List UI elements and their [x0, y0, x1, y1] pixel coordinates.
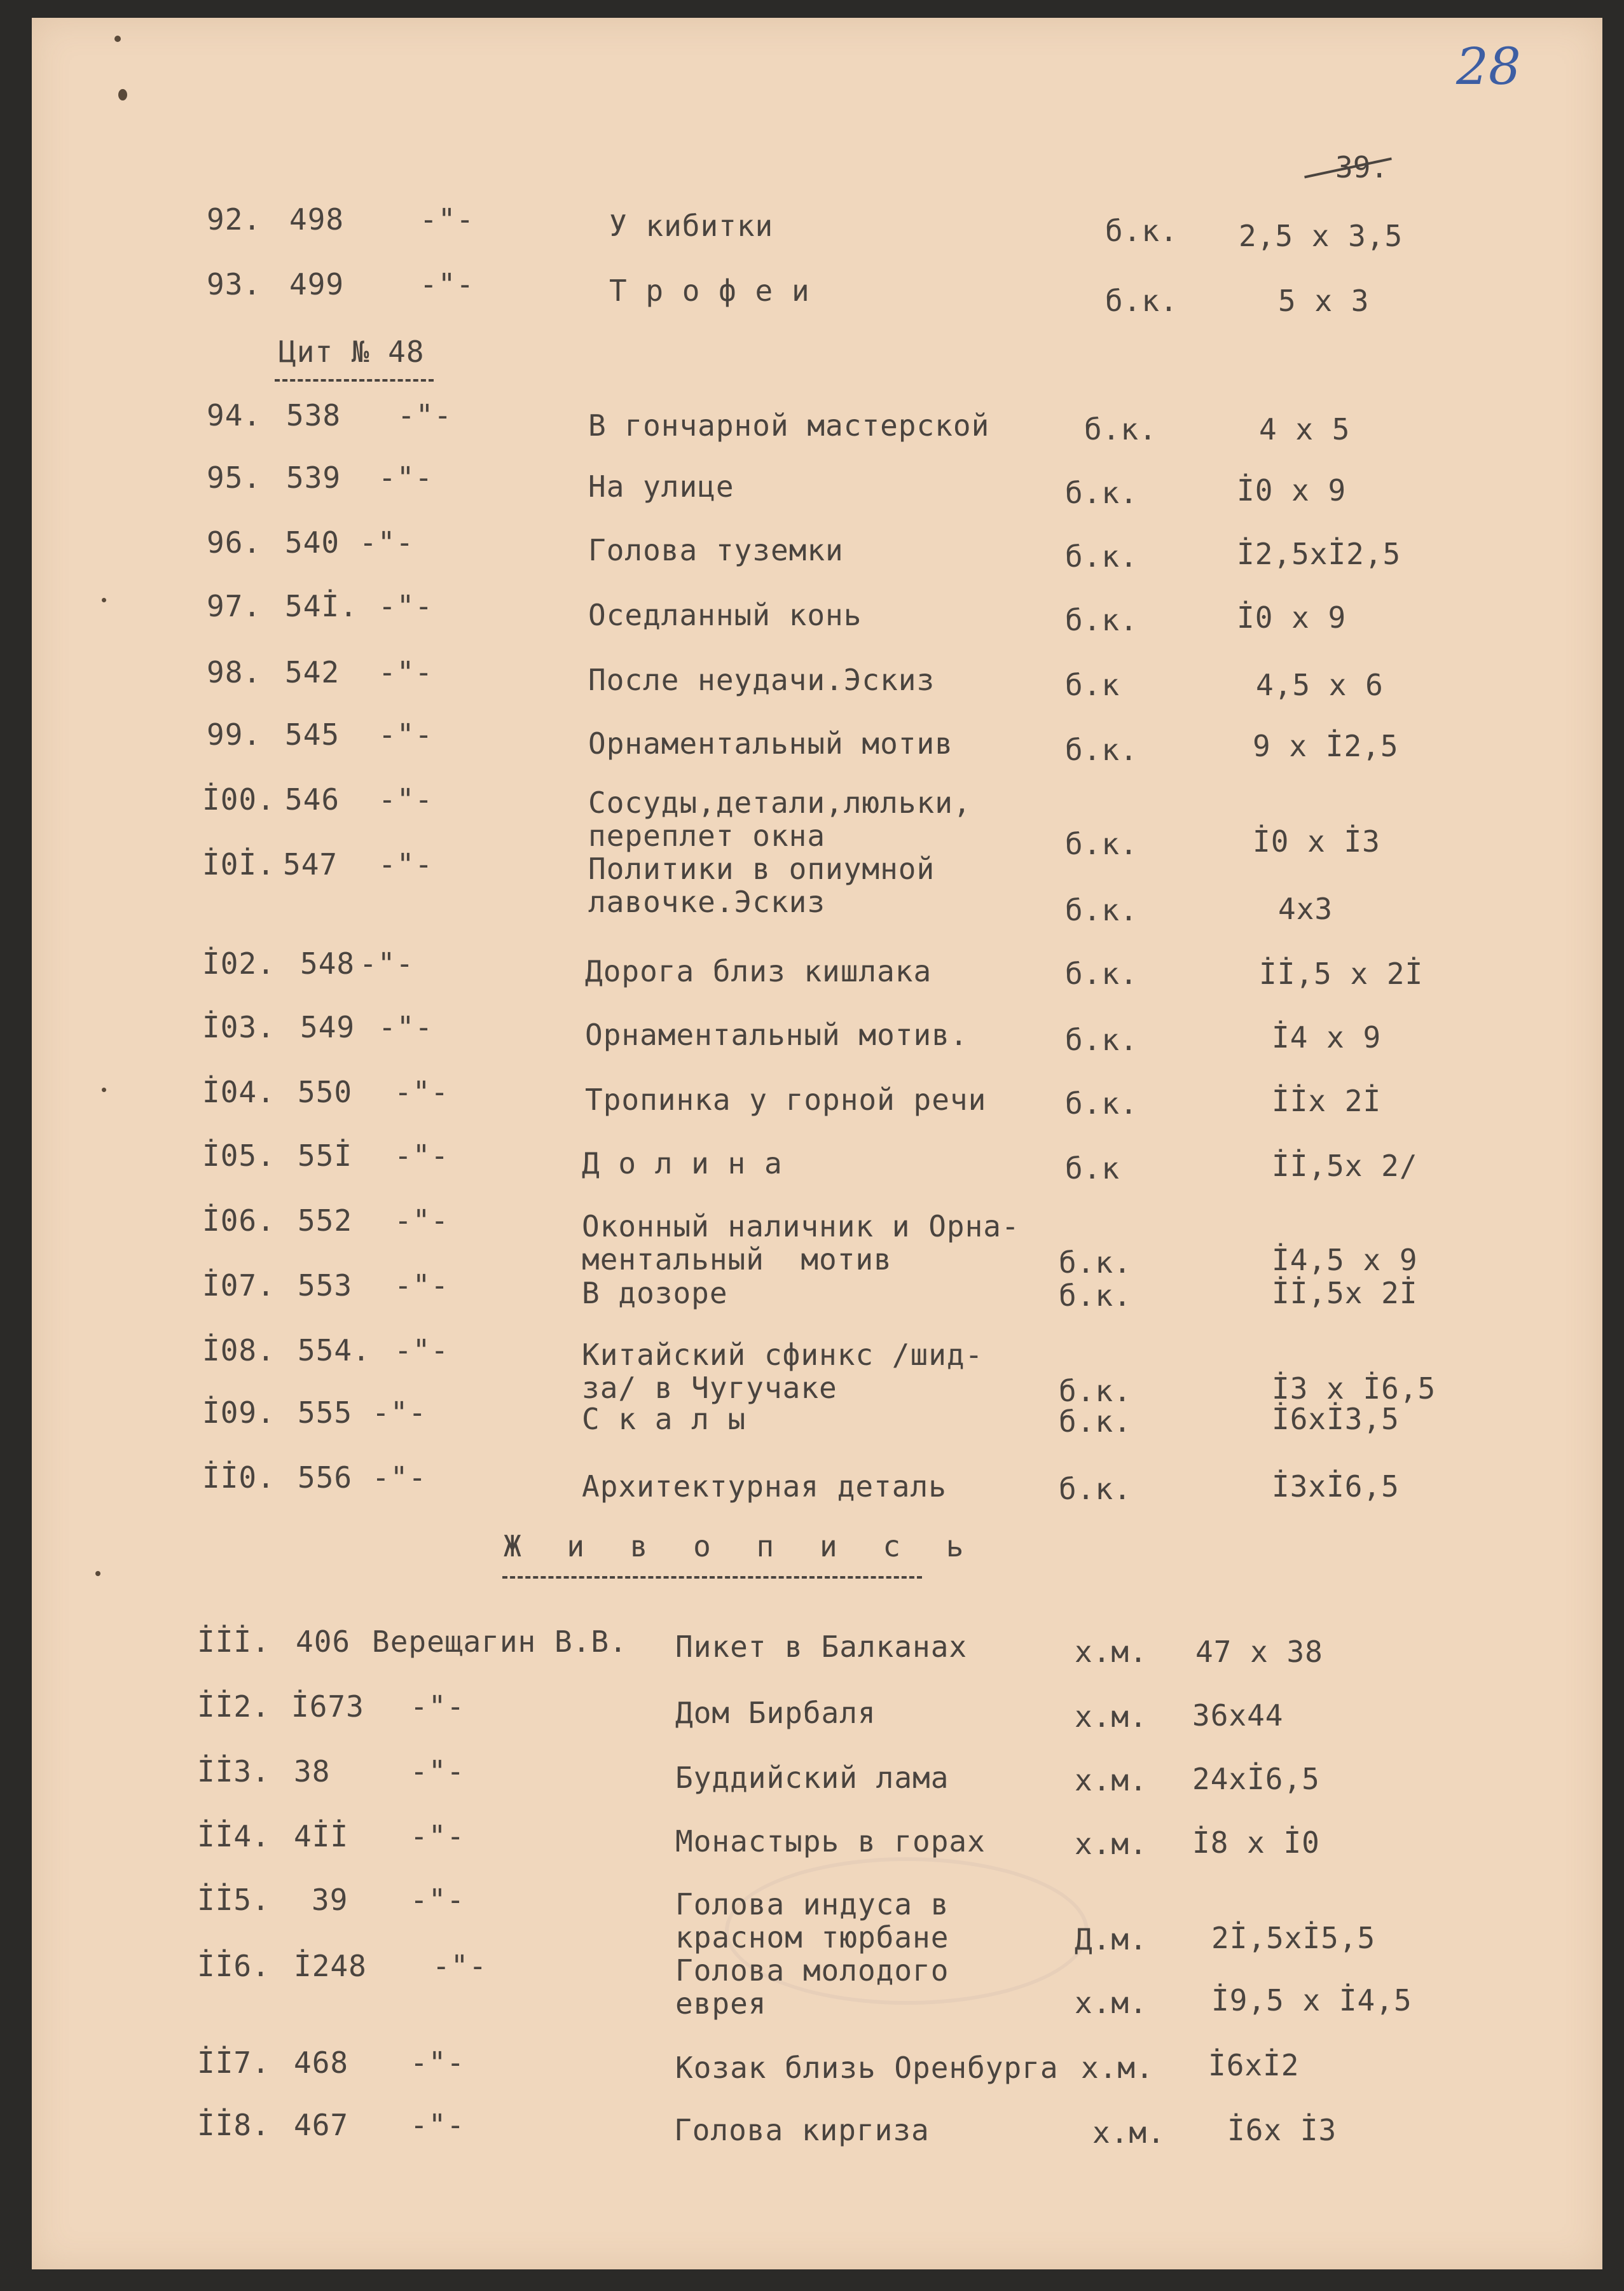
entry-author: -"-: [394, 1268, 450, 1303]
painting-inventory: 406: [296, 1624, 351, 1659]
entry-number: 97.: [207, 589, 262, 623]
entry-size: 2,5 x 3,5: [1239, 219, 1403, 253]
painting-inventory: 38: [294, 1754, 331, 1789]
entry-number: İ03.: [202, 1010, 275, 1044]
entry-title: Политики в опиумной лавочке.Эскиз: [588, 852, 935, 919]
entry-technique: б.к.: [1105, 214, 1178, 248]
entry-technique: б.к.: [1065, 827, 1138, 861]
entry-title: После неудачи.Эскиз: [588, 663, 935, 697]
entry-size: İ3 x İ6,5: [1272, 1371, 1436, 1406]
entry-technique: б.к.: [1065, 733, 1138, 767]
entry-title: Тропинка у горной речи: [585, 1083, 987, 1117]
entry-size: İ0 x 9: [1237, 473, 1347, 508]
entry-author: -"-: [359, 946, 415, 981]
painting-number: İİ6.: [197, 1949, 270, 1983]
entry-inventory: 556: [298, 1460, 353, 1495]
entry-inventory: 545: [285, 717, 340, 752]
entry-number: 99.: [207, 717, 262, 752]
entry-size: İİx 2İ: [1272, 1084, 1382, 1118]
entry-author: -"-: [420, 202, 475, 237]
painting-title: Козак близь Оренбурга: [675, 2051, 1059, 2085]
entry-author: -"-: [420, 267, 475, 301]
entry-title: Архитектурная деталь: [582, 1469, 947, 1504]
entry-technique: б.к.: [1059, 1374, 1132, 1408]
painting-title: Дом Бирбаля: [675, 1696, 876, 1730]
painting-number: İİ5.: [197, 1883, 270, 1917]
painting-title: Пикет в Балканах: [675, 1630, 968, 1664]
entry-inventory: 548: [300, 946, 355, 981]
entry-author: -"-: [394, 1139, 450, 1173]
entry-technique: б.к.: [1059, 1245, 1132, 1280]
painting-number: İİ2.: [197, 1689, 270, 1724]
entry-title: Орнаментальный мотив.: [585, 1018, 968, 1052]
entry-title: У кибитки: [609, 209, 774, 243]
entry-title: На улице: [588, 469, 734, 504]
entry-technique: б.к.: [1105, 284, 1178, 318]
painting-size: İ8 x İ0: [1192, 1825, 1320, 1860]
painting-inventory: İ673: [291, 1689, 364, 1724]
painting-technique: х.м.: [1075, 1986, 1148, 2020]
entry-inventory: 498: [289, 202, 345, 237]
painting-author: -"-: [410, 1819, 465, 1853]
entry-title: Орнаментальный мотив: [588, 726, 953, 761]
entry-title: Китайский сфинкс /шид- за/ в Чугучаке: [582, 1338, 984, 1405]
entry-number: İ08.: [202, 1333, 275, 1367]
entry-size: İ0 x 9: [1237, 600, 1347, 635]
entry-title: Д о л и н а: [582, 1146, 783, 1180]
entry-number: 92.: [207, 202, 262, 237]
painting-technique: х.м.: [1075, 1699, 1148, 1734]
entry-number: İ06.: [202, 1203, 275, 1238]
entry-title: В дозоре: [582, 1276, 728, 1310]
entry-size: 4 x 5: [1259, 412, 1351, 446]
painting-title: Голова киргиза: [674, 2113, 930, 2147]
painting-size: İ9,5 x İ4,5: [1211, 1983, 1412, 2018]
entry-inventory: 547: [283, 847, 338, 882]
entry-inventory: 538: [286, 398, 341, 433]
entry-author: -"-: [359, 525, 415, 560]
punch-mark: [102, 1088, 106, 1092]
punch-mark: [114, 36, 121, 42]
painting-inventory: 468: [294, 2045, 349, 2080]
entry-inventory: 542: [285, 655, 340, 689]
entry-size: İ6xİ3,5: [1272, 1402, 1400, 1436]
painting-technique: х.м.: [1075, 1763, 1148, 1797]
entry-author: -"-: [378, 655, 434, 689]
entry-size: İİ,5 x 2İ: [1259, 957, 1424, 991]
painting-technique: Д.м.: [1075, 1922, 1148, 1956]
entry-size: İİ,5x 2İ: [1272, 1276, 1418, 1310]
entry-number: İ0İ.: [202, 847, 275, 882]
painting-title: Голова индуса в красном тюрбане: [675, 1887, 949, 1955]
entry-title: Оседланный конь: [588, 598, 862, 632]
painting-author: -"-: [410, 2045, 465, 2080]
entry-inventory: 540: [285, 525, 340, 560]
painting-technique: х.м.: [1075, 1635, 1148, 1669]
painting-number: İİ3.: [197, 1754, 270, 1789]
painting-size: İ6xİ2: [1208, 2048, 1300, 2082]
painting-size: 36x44: [1192, 1698, 1284, 1733]
painting-size: 24xİ6,5: [1192, 1762, 1320, 1796]
painting-author: -"-: [410, 2108, 465, 2142]
entry-inventory: 554.: [298, 1333, 371, 1367]
previous-page-number: 39.: [1335, 150, 1389, 184]
group-header: Цит № 48: [279, 335, 425, 369]
entry-number: İİ0.: [202, 1460, 275, 1495]
painting-inventory: İ248: [294, 1949, 367, 1983]
entry-technique: б.к.: [1065, 957, 1138, 991]
painting-technique: х.м.: [1092, 2115, 1166, 2150]
entry-inventory: 549: [300, 1010, 355, 1044]
entry-size: İ2,5xİ2,5: [1237, 537, 1401, 571]
entry-technique: б.к.: [1065, 893, 1138, 927]
entry-size: 5 x 3: [1278, 284, 1370, 318]
painting-technique: х.м.: [1075, 1827, 1148, 1861]
entry-size: 9 x İ2,5: [1253, 729, 1399, 763]
painting-size: İ6x İ3: [1227, 2113, 1337, 2147]
entry-size: İİ,5x 2/: [1272, 1149, 1418, 1183]
entry-title: Голова туземки: [588, 533, 844, 567]
painting-author: -"-: [432, 1949, 488, 1983]
punch-mark: [118, 89, 127, 100]
entry-number: 96.: [207, 525, 262, 560]
entry-inventory: 552: [298, 1203, 353, 1238]
painting-inventory: 4İİ: [294, 1819, 349, 1853]
entry-author: -"-: [372, 1395, 427, 1430]
entry-size: İ3xİ6,5: [1272, 1469, 1400, 1504]
painting-inventory: 467: [294, 2108, 349, 2142]
painting-title: Буддийский лама: [675, 1761, 949, 1795]
entry-technique: б.к.: [1065, 603, 1138, 637]
entry-author: -"-: [378, 1010, 434, 1044]
entry-inventory: 54İ.: [285, 589, 358, 623]
entry-technique: б.к: [1065, 1151, 1120, 1186]
section-title: Ж и в о п и с ь: [504, 1529, 978, 1563]
entry-author: -"-: [378, 782, 434, 817]
entry-inventory: 550: [298, 1075, 353, 1109]
painting-author: -"-: [410, 1883, 465, 1917]
entry-inventory: 55İ: [298, 1139, 353, 1173]
entry-title: Т р о ф е и: [609, 273, 810, 308]
entry-author: -"-: [394, 1075, 450, 1109]
entry-size: İ4,5 x 9: [1272, 1243, 1418, 1277]
entry-technique: б.к.: [1059, 1404, 1132, 1439]
page-number: 28: [1456, 37, 1521, 96]
entry-technique: б.к.: [1065, 1023, 1138, 1057]
entry-size: 4x3: [1278, 892, 1333, 926]
entry-technique: б.к.: [1065, 1086, 1138, 1121]
entry-inventory: 539: [286, 460, 341, 495]
entry-author: -"-: [378, 460, 434, 495]
entry-title: В гончарной мастерской: [588, 408, 990, 443]
entry-size: 4,5 x 6: [1256, 668, 1384, 702]
entry-technique: б.к: [1065, 668, 1120, 702]
painting-number: İİ8.: [197, 2108, 270, 2142]
painting-size: 47 x 38: [1195, 1635, 1323, 1669]
entry-number: 94.: [207, 398, 262, 433]
group-header-underline: [275, 379, 434, 382]
punch-mark: [102, 598, 106, 602]
entry-author: -"-: [397, 398, 453, 433]
entry-size: İ4 x 9: [1272, 1020, 1382, 1055]
entry-number: 95.: [207, 460, 262, 495]
entry-inventory: 546: [285, 782, 340, 817]
entry-number: 93.: [207, 267, 262, 301]
entry-number: İ04.: [202, 1075, 275, 1109]
entry-number: İ02.: [202, 946, 275, 981]
entry-technique: б.к.: [1084, 412, 1157, 446]
entry-author: -"-: [372, 1460, 427, 1495]
entry-author: -"-: [378, 847, 434, 882]
entry-title: Сосуды,детали,люльки, переплет окна: [588, 786, 972, 853]
painting-number: İİİ.: [197, 1624, 270, 1659]
entry-author: -"-: [394, 1203, 450, 1238]
punch-mark: [95, 1571, 100, 1576]
entry-inventory: 499: [289, 267, 345, 301]
painting-title: Голова молодого еврея: [675, 1953, 949, 2021]
entry-technique: б.к.: [1065, 539, 1138, 574]
entry-title: Оконный наличник и Орна- ментальный мотив: [582, 1209, 1020, 1277]
painting-number: İİ7.: [197, 2045, 270, 2080]
entry-title: С к а л ы: [582, 1402, 747, 1436]
entry-size: İ0 x İ3: [1253, 824, 1380, 859]
entry-title: Дорога близ кишлака: [585, 954, 932, 988]
painting-title: Монастырь в горах: [675, 1824, 986, 1858]
entry-number: İ05.: [202, 1139, 275, 1173]
entry-inventory: 553: [298, 1268, 353, 1303]
entry-author: -"-: [378, 717, 434, 752]
entry-author: -"-: [378, 589, 434, 623]
painting-author: -"-: [410, 1689, 465, 1724]
painting-author: Верещагин В.В.: [372, 1624, 628, 1659]
painting-inventory: 39: [312, 1883, 348, 1917]
painting-author: -"-: [410, 1754, 465, 1789]
section-title-underline: [502, 1576, 922, 1579]
entry-number: İ00.: [202, 782, 275, 817]
painting-number: İİ4.: [197, 1819, 270, 1853]
entry-inventory: 555: [298, 1395, 353, 1430]
entry-number: İ07.: [202, 1268, 275, 1303]
entry-technique: б.к.: [1065, 476, 1138, 510]
entry-author: -"-: [394, 1333, 450, 1367]
entry-technique: б.к.: [1059, 1472, 1132, 1506]
painting-technique: х.м.: [1081, 2051, 1154, 2085]
entry-number: 98.: [207, 655, 262, 689]
painting-size: 2İ,5xİ5,5: [1211, 1921, 1376, 1955]
entry-technique: б.к.: [1059, 1278, 1132, 1313]
entry-number: İ09.: [202, 1395, 275, 1430]
